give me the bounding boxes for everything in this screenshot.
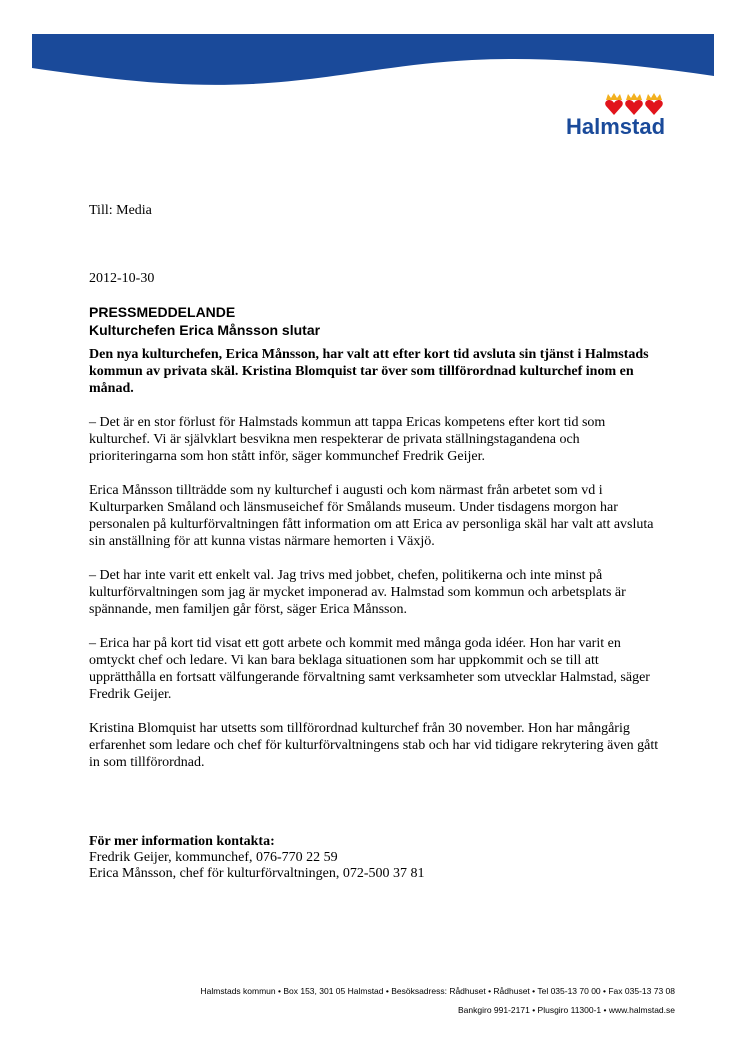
heading-title: Kulturchefen Erica Månsson slutar <box>89 322 321 338</box>
recipient-line: Till: Media <box>89 203 152 218</box>
contact-block <box>89 834 425 882</box>
logo-wordmark: Halmstad <box>566 114 666 139</box>
contact-line: Erica Månsson, chef för kulturförvaltningen, 072-500 37 81 <box>89 866 425 881</box>
page-footer <box>201 982 675 1020</box>
body-paragraph: – Det är en stor förlust för Halmstads kommun att tappa Ericas kompetens efter kort tid som kulturchef. Vi är självklart besvikna men respekterar de privata ställningstagandena och prioriteringarna som hon stått inför, säger kommunchef Fredrik Geijer. <box>89 415 606 464</box>
body-paragraph: – Det har inte varit ett enkelt val. Jag trivs med jobbet, chefen, politikerna och inte minst på kulturförvaltningen som jag är mycket imponerad av. Halmstad som kommun och arbetsplats är spännande, men familjen går först, säger Erica Månsson. <box>89 568 626 617</box>
contact-line: Fredrik Geijer, kommunchef, 076-770 22 59 <box>89 850 338 865</box>
body-paragraph: Kristina Blomquist har utsetts som tillförordnad kulturchef från 30 november. Hon har mångårig erfarenhet som ledare och chef för kulturförvaltningens stab och har vid tidigare rekrytering även gått in som tillförordnad. <box>89 721 659 770</box>
press-release-body <box>89 346 669 788</box>
footer-address-line: Halmstads kommun • Box 153, 301 05 Halmstad • Besöksadress: Rådhuset • Rådhuset • Tel 035-13 70 00 • Fax 035-13 73 08 <box>200 986 675 996</box>
header-wave-band <box>32 34 714 90</box>
press-release-heading <box>89 303 320 339</box>
body-paragraph: Erica Månsson tillträdde som ny kulturchef i augusti och kom närmast från arbetet som vd i Kulturparken Småland och länsmuseichef för Smålands museum. Under tisdagens morgon har personalen på kulturförvaltningen fått information om att Erica av personliga skäl har valt att avsluta sin anställning för att kunna vistas närmare hemorten i Växjö. <box>89 483 654 549</box>
contact-title: För mer information kontakta: <box>89 834 275 849</box>
document-date: 2012-10-30 <box>89 271 155 286</box>
heading-kind: PRESSMEDDELANDE <box>89 304 236 320</box>
lead-paragraph: Den nya kulturchefen, Erica Månsson, har valt att efter kort tid avsluta sin tjänst i Halmstads kommun av privata skäl. Kristina Blomquist tar över som tillförordnad kulturchef inom en månad. <box>89 347 649 396</box>
crowned-hearts-icon <box>604 92 666 116</box>
halmstad-logo <box>562 92 678 140</box>
body-paragraph: – Erica har på kort tid visat ett gott arbete och kommit med många goda idéer. Hon har varit en omtyckt chef och ledare. Vi kan bara beklaga situationen som har uppkommit och se till att upprätthålla en fortsatt välfungerande förvaltning samt verksamheter som utvecklar Halmstad, säger Fredrik Geijer. <box>89 636 650 702</box>
footer-payment-line: Bankgiro 991-2171 • Plusgiro 11300-1 • www.halmstad.se <box>458 1005 675 1015</box>
